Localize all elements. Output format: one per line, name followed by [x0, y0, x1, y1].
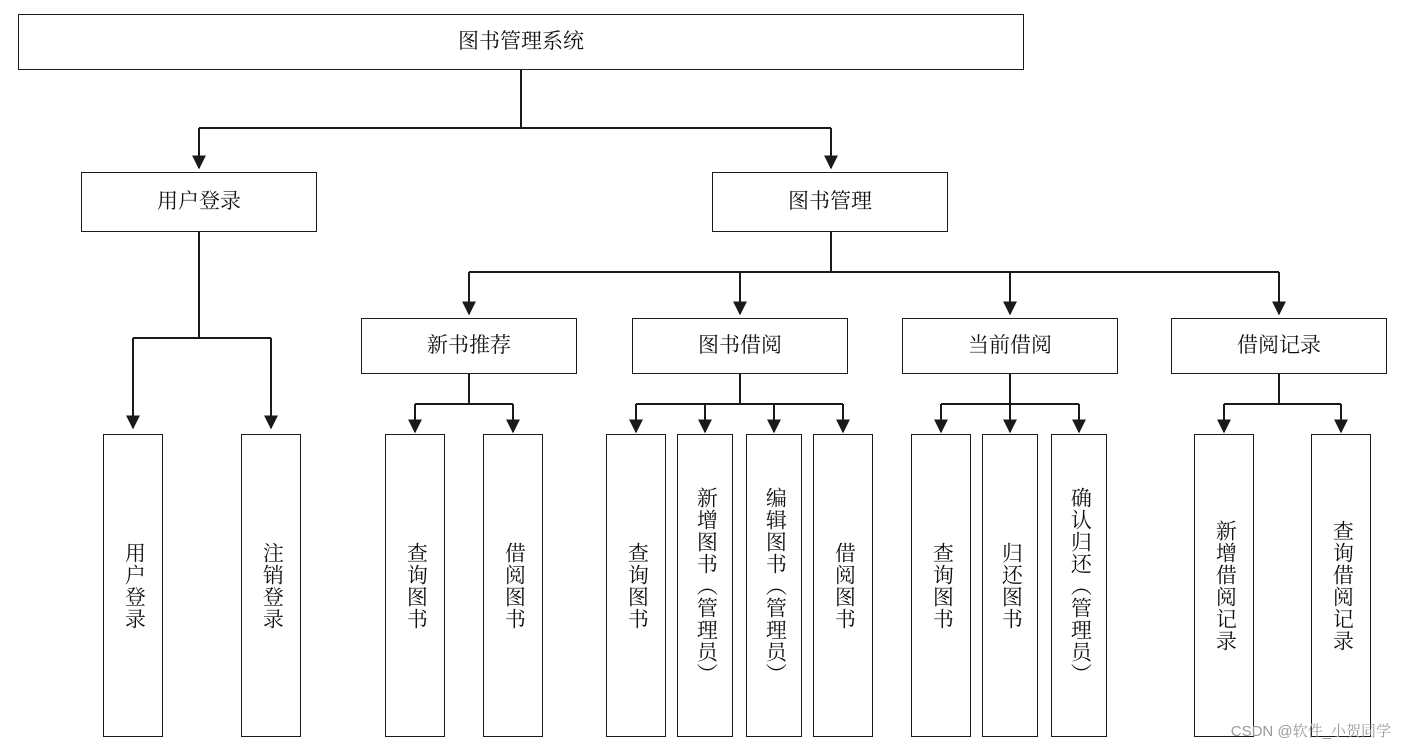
leaf-borrow-borrow-book[interactable]: 借阅图书	[813, 434, 873, 737]
leaf-current-return[interactable]: 归还图书	[982, 434, 1038, 737]
node-book-management-label: 图书管理	[788, 189, 872, 213]
node-root[interactable]	[18, 14, 1024, 70]
leaf-records-query[interactable]: 查询借阅记录	[1311, 434, 1371, 737]
node-current-borrow[interactable]	[902, 318, 1118, 374]
node-user-login[interactable]	[81, 172, 317, 232]
node-new-book-recommend[interactable]	[361, 318, 577, 374]
node-borrow-records-label: 借阅记录	[1237, 333, 1321, 357]
leaf-new-book-borrow[interactable]: 借阅图书	[483, 434, 543, 737]
leaf-borrow-add-book[interactable]: 新增图书（管理员）	[677, 434, 733, 737]
node-current-borrow-label: 当前借阅	[968, 333, 1052, 357]
node-book-management[interactable]	[712, 172, 948, 232]
node-book-borrow-label: 图书借阅	[698, 333, 782, 357]
watermark: CSDN @软件_小贺同学	[1230, 723, 1391, 740]
node-user-login-label: 用户登录	[157, 189, 241, 213]
node-new-book-recommend-label: 新书推荐	[427, 333, 511, 357]
leaf-user-login-logout[interactable]: 注销登录	[241, 434, 301, 737]
leaf-new-book-query[interactable]: 查询图书	[385, 434, 445, 737]
leaf-borrow-edit-book[interactable]: 编辑图书（管理员）	[746, 434, 802, 737]
leaf-current-confirm-return[interactable]: 确认归还（管理员）	[1051, 434, 1107, 737]
leaf-borrow-query[interactable]: 查询图书	[606, 434, 666, 737]
leaf-current-query[interactable]: 查询图书	[911, 434, 971, 737]
leaf-user-login-login[interactable]: 用户登录	[103, 434, 163, 737]
node-root-label: 图书管理系统	[458, 29, 584, 53]
leaf-records-add[interactable]: 新增借阅记录	[1194, 434, 1254, 737]
node-borrow-records[interactable]	[1171, 318, 1387, 374]
node-book-borrow[interactable]	[632, 318, 848, 374]
